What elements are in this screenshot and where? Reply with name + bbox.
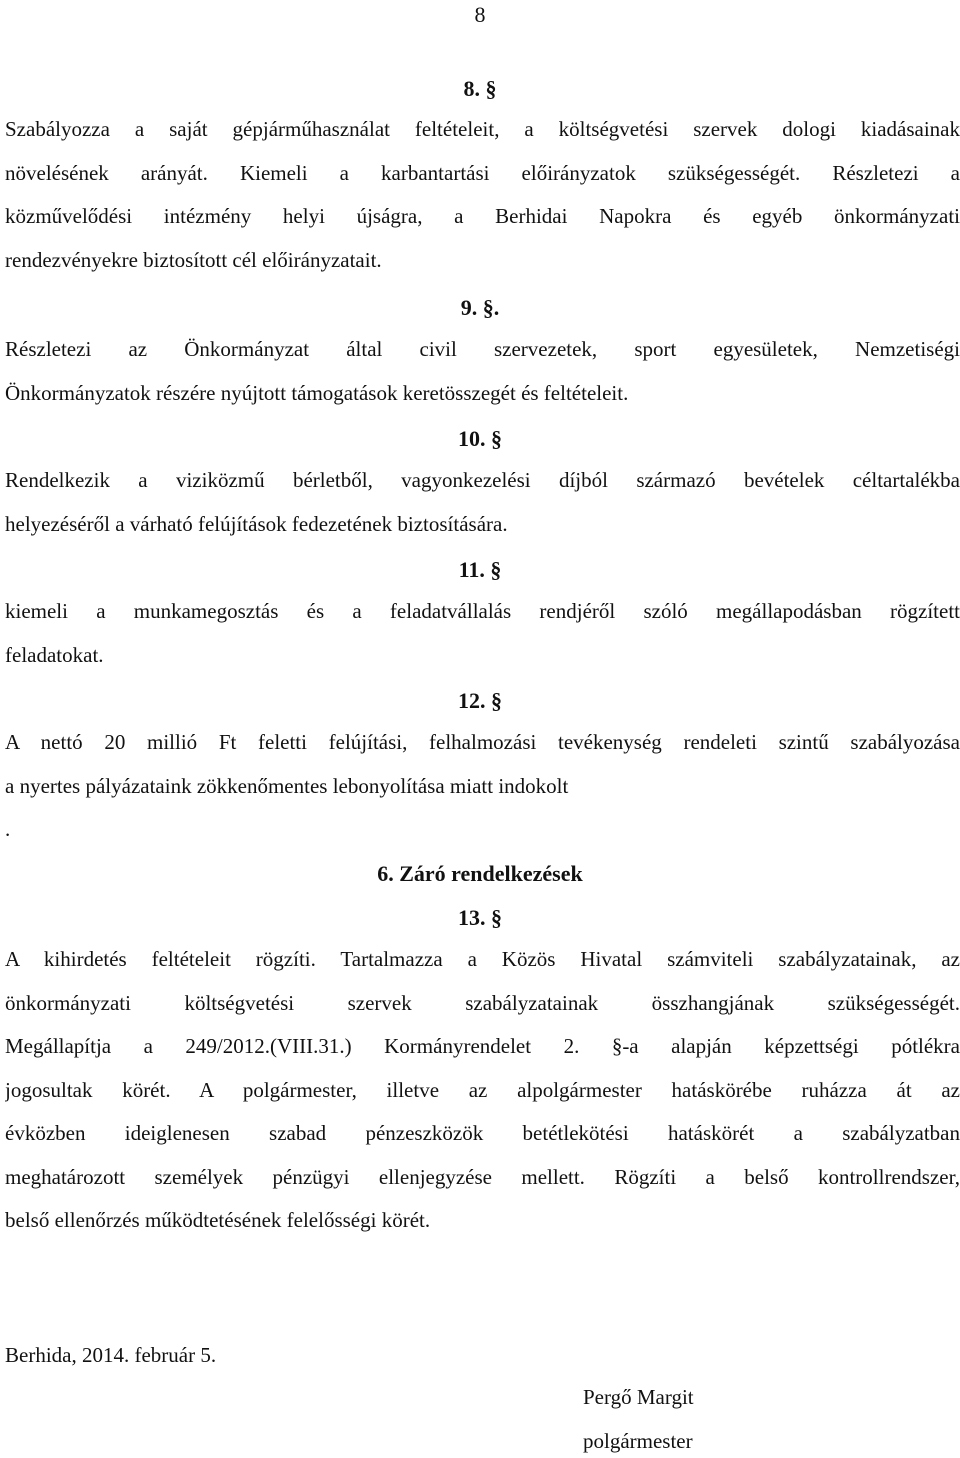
- place-date: Berhida, 2014. február 5.: [5, 1343, 217, 1367]
- section-body-10: [5, 459, 960, 546]
- text-line: .: [5, 817, 11, 841]
- section-heading-13: 13. §: [458, 905, 502, 930]
- text-line: meghatározott személyek pénzügyi ellenjegyzése mellett. Rögzíti a belső kontrollrendszer,: [5, 1164, 960, 1189]
- section-heading-10: 10. §: [458, 426, 502, 451]
- section-body-13: [5, 938, 960, 1243]
- page-number: 8: [474, 2, 486, 27]
- text-line: Részletezi az Önkormányzat által civil szervezetek, sport egyesületek, Nemzetiségi: [5, 337, 960, 361]
- text-line: feladatokat.: [5, 642, 104, 667]
- section-body-8: [5, 108, 960, 282]
- text-line: belső ellenőrzés működtetésének felelősségi körét.: [5, 1208, 431, 1232]
- text-line: Megállapítja a 249/2012.(VIII.31.) Kormányrendelet 2. §-a alapján képzettségi pótlékra: [5, 1034, 960, 1058]
- text-line: önkormányzati költségvetési szervek szabályzatainak összhangjának szükségességét.: [5, 990, 960, 1015]
- text-line: növelésének arányát. Kiemeli a karbantartási előirányzatok szükségességét. Részletezi a: [5, 160, 960, 185]
- text-line: A nettó 20 millió Ft feletti felújítási, felhalmozási tevékenység rendeleti szintű szabályozása: [5, 730, 960, 754]
- text-line: évközben ideiglenesen szabad pénzeszközök betétlekötési hatáskörét a szabályzatban: [5, 1121, 960, 1145]
- text-line: jogosultak körét. A polgármester, illetve az alpolgármester hatáskörébe ruházza át az: [5, 1077, 960, 1102]
- section-body-12: [5, 721, 960, 852]
- text-line: közművelődési intézmény helyi újságra, a Berhidai Napokra és egyéb önkormányzati: [5, 204, 960, 228]
- section-heading-9: 9. §.: [460, 295, 500, 320]
- text-line: Önkormányzatok részére nyújtott támogatások keretösszegét és feltételeit.: [5, 380, 629, 405]
- section-body-11: [5, 590, 960, 677]
- text-line: Rendelkezik a viziközmű bérletből, vagyonkezelési díjból származó bevételek céltartalékba: [5, 468, 960, 492]
- text-line: A kihirdetés feltételeit rögzíti. Tartalmazza a Közös Hivatal számviteli szabályzatainak, az: [5, 947, 960, 971]
- section-body-9: [5, 328, 960, 415]
- text-line: Szabályozza a saját gépjárműhasználat feltételeit, a költségvetési szervek dologi kiadásainak: [5, 117, 960, 141]
- text-line: helyezéséről a várható felújítások fedezetének biztosítására.: [5, 511, 508, 536]
- text-line: rendezvényekre biztosított cél előirányzatait.: [5, 247, 382, 272]
- chapter-heading: 6. Záró rendelkezések: [377, 861, 583, 886]
- section-heading-12: 12. §: [458, 688, 502, 713]
- signature-name: Pergő Margit: [583, 1385, 694, 1409]
- text-line: a nyertes pályázataink zökkenőmentes lebonyolítása miatt indokolt: [5, 773, 569, 798]
- text-line: kiemeli a munkamegosztás és a feladatvállalás rendjéről szóló megállapodásban rögzített: [5, 599, 960, 623]
- signature-title: polgármester: [583, 1429, 693, 1453]
- section-heading-11: 11. §: [458, 557, 502, 582]
- section-heading-8: 8. §: [463, 76, 497, 101]
